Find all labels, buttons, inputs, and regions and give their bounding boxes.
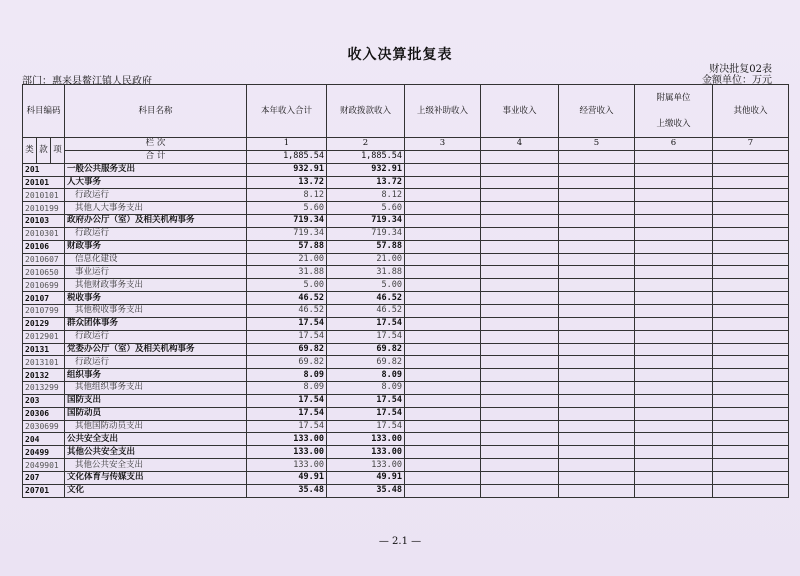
row-empty-cell	[635, 202, 713, 215]
row-total-income: 719.34	[247, 227, 327, 240]
row-code: 207	[23, 471, 65, 484]
table-row	[23, 356, 789, 369]
row-total-income: 133.00	[247, 446, 327, 459]
row-code: 20107	[23, 292, 65, 305]
row-empty-cell	[635, 304, 713, 317]
row-empty-cell	[405, 163, 481, 176]
header-business-income: 事业收入	[481, 85, 559, 138]
row-empty-cell	[405, 471, 481, 484]
row-empty-cell	[481, 163, 559, 176]
row-empty-cell	[635, 279, 713, 292]
row-name: 文化体育与传媒支出	[65, 471, 247, 484]
row-fiscal-allocation: 57.88	[327, 240, 405, 253]
row-fiscal-allocation: 21.00	[327, 253, 405, 266]
row-name: 组织事务	[65, 369, 247, 382]
row-empty-cell	[559, 163, 635, 176]
row-code: 203	[23, 394, 65, 407]
row-empty-cell	[713, 266, 789, 279]
row-name: 其他国防动员支出	[65, 420, 247, 433]
row-name: 其他公共安全支出	[65, 446, 247, 459]
col-num-4: 4	[481, 138, 559, 151]
row-empty-cell	[405, 266, 481, 279]
table-row	[23, 330, 789, 343]
header-superior-subsidy: 上级补助收入	[405, 85, 481, 138]
row-name: 其他财政事务支出	[65, 279, 247, 292]
row-empty-cell	[635, 382, 713, 395]
col-num-3: 3	[405, 138, 481, 151]
row-fiscal-allocation: 17.54	[327, 317, 405, 330]
row-empty-cell	[481, 292, 559, 305]
row-empty-cell	[559, 189, 635, 202]
row-empty-cell	[405, 227, 481, 240]
row-empty-cell	[713, 369, 789, 382]
row-empty-cell	[713, 163, 789, 176]
row-empty-cell	[481, 202, 559, 215]
row-fiscal-allocation: 133.00	[327, 459, 405, 472]
header-row	[23, 85, 789, 138]
row-empty-cell	[713, 279, 789, 292]
form-code: 财决批复02表	[709, 64, 772, 75]
row-total-income: 57.88	[247, 240, 327, 253]
row-empty-cell	[559, 459, 635, 472]
table-row	[23, 459, 789, 472]
row-empty-cell	[713, 394, 789, 407]
row-empty-cell	[405, 356, 481, 369]
header-lei: 类	[23, 138, 37, 164]
row-empty-cell	[635, 317, 713, 330]
row-total-income: 17.54	[247, 317, 327, 330]
table-row	[23, 433, 789, 446]
row-total-income: 8.09	[247, 369, 327, 382]
header-kuan: 款	[37, 138, 51, 164]
row-empty-cell	[713, 484, 789, 497]
row-name: 其他公共安全支出	[65, 459, 247, 472]
row-code: 2010301	[23, 227, 65, 240]
row-empty-cell	[559, 356, 635, 369]
row-empty-cell	[405, 304, 481, 317]
row-empty-cell	[559, 279, 635, 292]
row-empty-cell	[405, 407, 481, 420]
table-row	[23, 176, 789, 189]
row-name: 税收事务	[65, 292, 247, 305]
row-code: 2010199	[23, 202, 65, 215]
row-name: 群众团体事务	[65, 317, 247, 330]
row-empty-cell	[635, 163, 713, 176]
row-empty-cell	[713, 356, 789, 369]
total-income-value: 1,885.54	[247, 150, 327, 163]
row-empty-cell	[481, 343, 559, 356]
header-affiliated-line2: 上缴收入	[656, 119, 691, 129]
column-label: 栏 次	[65, 138, 247, 151]
row-fiscal-allocation: 13.72	[327, 176, 405, 189]
row-empty-cell	[481, 317, 559, 330]
row-fiscal-allocation: 133.00	[327, 433, 405, 446]
row-empty-cell	[713, 433, 789, 446]
row-fiscal-allocation: 17.54	[327, 420, 405, 433]
table-row	[23, 266, 789, 279]
row-empty-cell	[559, 176, 635, 189]
row-empty-cell	[713, 420, 789, 433]
row-total-income: 17.54	[247, 407, 327, 420]
row-empty-cell	[481, 279, 559, 292]
row-name: 财政事务	[65, 240, 247, 253]
row-code: 20101	[23, 176, 65, 189]
row-name: 国防支出	[65, 394, 247, 407]
row-total-income: 46.52	[247, 292, 327, 305]
row-empty-cell	[405, 369, 481, 382]
row-code: 204	[23, 433, 65, 446]
row-fiscal-allocation: 719.34	[327, 215, 405, 228]
row-code: 20106	[23, 240, 65, 253]
row-empty-cell	[559, 343, 635, 356]
col-num-2: 2	[327, 138, 405, 151]
row-empty-cell	[713, 304, 789, 317]
table-row	[23, 163, 789, 176]
row-total-income: 46.52	[247, 304, 327, 317]
table-row	[23, 279, 789, 292]
table-row	[23, 227, 789, 240]
table-row	[23, 215, 789, 228]
row-total-income: 17.54	[247, 420, 327, 433]
row-code: 20132	[23, 369, 65, 382]
row-code: 20306	[23, 407, 65, 420]
table-row	[23, 382, 789, 395]
row-code: 2049901	[23, 459, 65, 472]
row-fiscal-allocation: 49.91	[327, 471, 405, 484]
row-empty-cell	[713, 240, 789, 253]
row-empty-cell	[713, 471, 789, 484]
row-code: 20499	[23, 446, 65, 459]
row-empty-cell	[635, 446, 713, 459]
table-row	[23, 343, 789, 356]
row-empty-cell	[635, 407, 713, 420]
row-empty-cell	[481, 266, 559, 279]
row-total-income: 69.82	[247, 343, 327, 356]
table-row	[23, 202, 789, 215]
row-empty-cell	[635, 433, 713, 446]
row-empty-cell	[481, 394, 559, 407]
row-code: 20129	[23, 317, 65, 330]
row-fiscal-allocation: 719.34	[327, 227, 405, 240]
row-empty-cell	[559, 382, 635, 395]
header-fiscal-allocation: 财政拨款收入	[327, 85, 405, 138]
row-empty-cell	[481, 176, 559, 189]
row-total-income: 719.34	[247, 215, 327, 228]
row-fiscal-allocation: 932.91	[327, 163, 405, 176]
row-empty-cell	[405, 292, 481, 305]
row-empty-cell	[405, 343, 481, 356]
row-empty-cell	[635, 266, 713, 279]
row-code: 2013101	[23, 356, 65, 369]
row-code: 2010101	[23, 189, 65, 202]
row-empty-cell	[713, 176, 789, 189]
header-operating-income: 经营收入	[559, 85, 635, 138]
row-empty-cell	[635, 240, 713, 253]
table-row	[23, 446, 789, 459]
row-empty-cell	[405, 459, 481, 472]
row-empty-cell	[559, 240, 635, 253]
row-empty-cell	[635, 484, 713, 497]
row-empty-cell	[559, 292, 635, 305]
row-fiscal-allocation: 31.88	[327, 266, 405, 279]
row-fiscal-allocation: 17.54	[327, 394, 405, 407]
col-num-7: 7	[713, 138, 789, 151]
table-row	[23, 407, 789, 420]
row-fiscal-allocation: 8.12	[327, 189, 405, 202]
row-empty-cell	[635, 253, 713, 266]
row-code: 20131	[23, 343, 65, 356]
row-empty-cell	[405, 382, 481, 395]
row-empty-cell	[559, 304, 635, 317]
row-code: 2030699	[23, 420, 65, 433]
row-empty-cell	[635, 215, 713, 228]
row-total-income: 17.54	[247, 330, 327, 343]
row-fiscal-allocation: 5.00	[327, 279, 405, 292]
header-xiang: 项	[51, 138, 65, 164]
row-empty-cell	[481, 240, 559, 253]
row-empty-cell	[635, 394, 713, 407]
row-empty-cell	[481, 227, 559, 240]
row-empty-cell	[559, 330, 635, 343]
row-empty-cell	[405, 484, 481, 497]
row-empty-cell	[713, 227, 789, 240]
row-total-income: 133.00	[247, 433, 327, 446]
row-code: 2012901	[23, 330, 65, 343]
income-table	[22, 84, 789, 498]
table-row	[23, 304, 789, 317]
row-name: 其他组织事务支出	[65, 382, 247, 395]
row-total-income: 49.91	[247, 471, 327, 484]
row-empty-cell	[559, 420, 635, 433]
row-empty-cell	[481, 484, 559, 497]
row-code: 2010799	[23, 304, 65, 317]
totals-row	[23, 150, 789, 163]
row-total-income: 21.00	[247, 253, 327, 266]
row-empty-cell	[635, 369, 713, 382]
row-empty-cell	[405, 446, 481, 459]
row-fiscal-allocation: 46.52	[327, 304, 405, 317]
row-name: 行政运行	[65, 356, 247, 369]
row-empty-cell	[405, 253, 481, 266]
table-row	[23, 484, 789, 497]
row-empty-cell	[481, 471, 559, 484]
row-empty-cell	[481, 189, 559, 202]
row-empty-cell	[713, 330, 789, 343]
row-empty-cell	[481, 382, 559, 395]
row-empty-cell	[559, 471, 635, 484]
row-name: 行政运行	[65, 189, 247, 202]
row-empty-cell	[635, 176, 713, 189]
row-name: 其他人大事务支出	[65, 202, 247, 215]
row-total-income: 35.48	[247, 484, 327, 497]
col-num-6: 6	[635, 138, 713, 151]
row-total-income: 8.12	[247, 189, 327, 202]
row-fiscal-allocation: 8.09	[327, 382, 405, 395]
row-empty-cell	[559, 407, 635, 420]
row-empty-cell	[635, 420, 713, 433]
row-empty-cell	[481, 253, 559, 266]
page-title: 收入决算批复表	[347, 47, 453, 63]
row-fiscal-allocation: 17.54	[327, 330, 405, 343]
row-code: 2013299	[23, 382, 65, 395]
table-row	[23, 253, 789, 266]
table-row	[23, 240, 789, 253]
row-name: 国防动员	[65, 407, 247, 420]
row-empty-cell	[559, 215, 635, 228]
row-empty-cell	[481, 356, 559, 369]
table-row	[23, 292, 789, 305]
row-code: 2010607	[23, 253, 65, 266]
row-empty-cell	[635, 330, 713, 343]
column-number-row	[23, 138, 789, 151]
row-name: 行政运行	[65, 227, 247, 240]
header-affiliated-income	[635, 85, 713, 138]
row-empty-cell	[405, 317, 481, 330]
row-empty-cell	[635, 343, 713, 356]
form-info	[702, 64, 772, 86]
row-empty-cell	[635, 292, 713, 305]
row-empty-cell	[713, 446, 789, 459]
row-empty-cell	[405, 420, 481, 433]
row-fiscal-allocation: 69.82	[327, 343, 405, 356]
table-row	[23, 369, 789, 382]
table-row	[23, 471, 789, 484]
row-empty-cell	[405, 433, 481, 446]
row-total-income: 13.72	[247, 176, 327, 189]
row-empty-cell	[405, 240, 481, 253]
row-fiscal-allocation: 69.82	[327, 356, 405, 369]
row-empty-cell	[481, 446, 559, 459]
row-fiscal-allocation: 17.54	[327, 407, 405, 420]
row-empty-cell	[405, 189, 481, 202]
row-empty-cell	[559, 369, 635, 382]
col-num-1: 1	[247, 138, 327, 151]
row-empty-cell	[481, 420, 559, 433]
header-subject-name: 科目名称	[65, 85, 247, 138]
row-total-income: 31.88	[247, 266, 327, 279]
row-name: 政府办公厅（室）及相关机构事务	[65, 215, 247, 228]
row-empty-cell	[481, 330, 559, 343]
header-affiliated-line1: 附属单位	[656, 93, 691, 103]
row-empty-cell	[713, 343, 789, 356]
row-code: 20103	[23, 215, 65, 228]
row-empty-cell	[559, 227, 635, 240]
unit-label: 金额单位：万元	[702, 75, 772, 86]
row-fiscal-allocation: 5.60	[327, 202, 405, 215]
table-row	[23, 317, 789, 330]
row-empty-cell	[713, 202, 789, 215]
row-empty-cell	[635, 189, 713, 202]
row-fiscal-allocation: 46.52	[327, 292, 405, 305]
row-empty-cell	[405, 394, 481, 407]
table-row	[23, 189, 789, 202]
row-empty-cell	[559, 266, 635, 279]
row-empty-cell	[713, 382, 789, 395]
row-empty-cell	[405, 330, 481, 343]
row-empty-cell	[559, 446, 635, 459]
row-name: 文化	[65, 484, 247, 497]
row-empty-cell	[713, 215, 789, 228]
row-code: 2010650	[23, 266, 65, 279]
row-name: 信息化建设	[65, 253, 247, 266]
row-empty-cell	[713, 189, 789, 202]
row-empty-cell	[559, 317, 635, 330]
row-total-income: 8.09	[247, 382, 327, 395]
header-other-income: 其他收入	[713, 85, 789, 138]
row-empty-cell	[481, 407, 559, 420]
department-label: 部门：惠来县鳌江镇人民政府	[22, 76, 152, 87]
row-name: 行政运行	[65, 330, 247, 343]
row-empty-cell	[481, 215, 559, 228]
row-empty-cell	[559, 433, 635, 446]
row-empty-cell	[481, 459, 559, 472]
row-code: 201	[23, 163, 65, 176]
row-total-income: 17.54	[247, 394, 327, 407]
row-empty-cell	[481, 433, 559, 446]
row-empty-cell	[713, 459, 789, 472]
total-fiscal-value: 1,885.54	[327, 150, 405, 163]
row-empty-cell	[635, 227, 713, 240]
row-empty-cell	[559, 394, 635, 407]
row-empty-cell	[713, 407, 789, 420]
total-label: 合 计	[65, 150, 247, 163]
table-row	[23, 420, 789, 433]
col-num-5: 5	[559, 138, 635, 151]
row-total-income: 69.82	[247, 356, 327, 369]
row-empty-cell	[713, 317, 789, 330]
row-empty-cell	[559, 202, 635, 215]
row-total-income: 133.00	[247, 459, 327, 472]
header-total-income: 本年收入合计	[247, 85, 327, 138]
row-empty-cell	[481, 304, 559, 317]
row-empty-cell	[405, 215, 481, 228]
row-total-income: 5.00	[247, 279, 327, 292]
row-name: 公共安全支出	[65, 433, 247, 446]
row-name: 人大事务	[65, 176, 247, 189]
header-subject-code: 科目编码	[23, 85, 65, 138]
row-empty-cell	[713, 253, 789, 266]
row-total-income: 5.60	[247, 202, 327, 215]
row-name: 一般公共服务支出	[65, 163, 247, 176]
row-empty-cell	[635, 356, 713, 369]
row-total-income: 932.91	[247, 163, 327, 176]
row-empty-cell	[559, 484, 635, 497]
row-name: 其他税收事务支出	[65, 304, 247, 317]
row-empty-cell	[405, 176, 481, 189]
row-empty-cell	[405, 202, 481, 215]
row-code: 20701	[23, 484, 65, 497]
row-empty-cell	[635, 459, 713, 472]
row-code: 2010699	[23, 279, 65, 292]
row-empty-cell	[713, 292, 789, 305]
row-empty-cell	[481, 369, 559, 382]
row-empty-cell	[405, 279, 481, 292]
page-number: — 2.1 —	[378, 536, 422, 547]
table-row	[23, 394, 789, 407]
row-name: 事业运行	[65, 266, 247, 279]
row-fiscal-allocation: 35.48	[327, 484, 405, 497]
row-fiscal-allocation: 133.00	[327, 446, 405, 459]
row-empty-cell	[635, 471, 713, 484]
row-name: 党委办公厅（室）及相关机构事务	[65, 343, 247, 356]
row-fiscal-allocation: 8.09	[327, 369, 405, 382]
row-empty-cell	[559, 253, 635, 266]
